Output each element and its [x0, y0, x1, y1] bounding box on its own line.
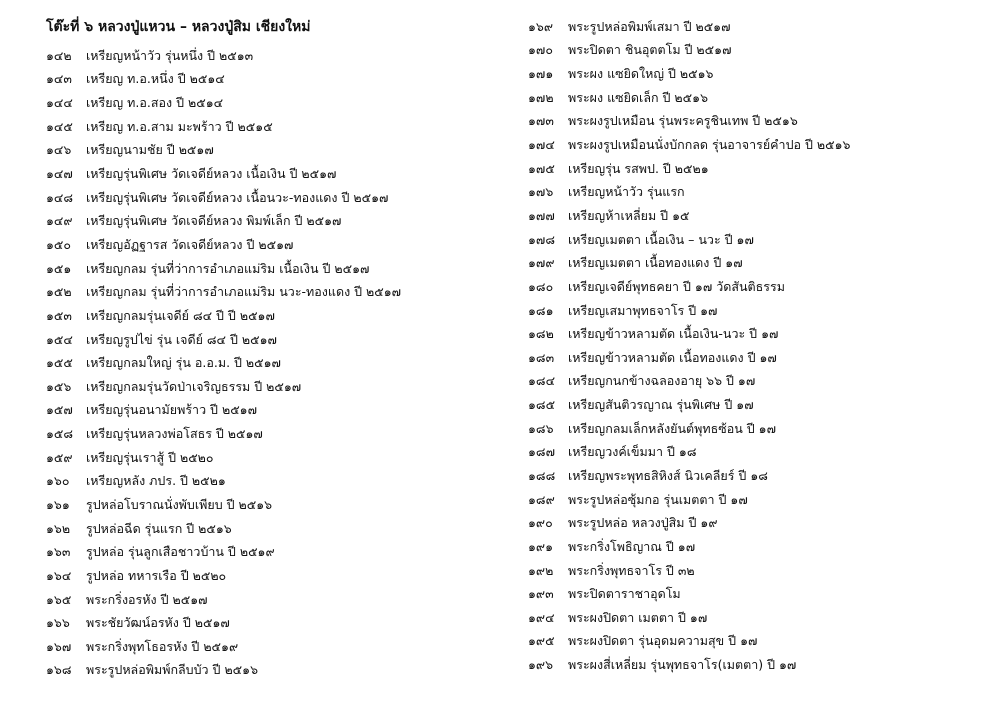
item-description: เหรียญข้าวหลามตัด เนื้อเงิน-นวะ ปี ๑๗	[568, 326, 779, 342]
item-number: ๑๔๓	[46, 71, 72, 87]
item-description: เหรียญหน้าวัว รุ่นหนึ่ง ปี ๒๕๑๓	[86, 47, 254, 63]
item-description: เหรียญหน้าวัว รุ่นแรก	[568, 184, 685, 200]
item-number: ๑๘๕	[528, 397, 556, 413]
list-item	[46, 351, 496, 375]
list-item	[528, 322, 988, 346]
item-description: เหรียญกลม รุ่นที่ว่าการอำเภอแม่ริม เนื้อเงิน ปี ๒๕๑๗	[86, 260, 370, 276]
item-description: พระผงรูปเหมือน รุ่นพระครูชินเทพ ปี ๒๕๑๖	[568, 113, 798, 129]
list-item	[46, 328, 496, 352]
item-number: ๑๗๓	[528, 113, 554, 129]
list-item	[528, 204, 988, 228]
item-number: ๑๗๙	[528, 255, 555, 271]
list-item	[528, 110, 988, 134]
item-description: เหรียญเจดีย์พุทธคยา ปี ๑๗ วัดสันติธรรม	[568, 278, 785, 294]
item-description: เหรียญรุ่นหลวงพ่อโสธร ปี ๒๕๑๗	[86, 426, 263, 442]
item-description: พระผง แซยิดใหญ่ ปี ๒๕๑๖	[568, 66, 714, 82]
list-item	[46, 139, 496, 163]
item-description: พระกริ่งพุทธจาโร ปี ๓๒	[568, 562, 695, 578]
item-number: ๑๖๑	[46, 496, 70, 512]
list-item	[46, 44, 496, 68]
item-description: เหรียญกลมรุ่นเจดีย์ ๘๔ ปี ปี ๒๕๑๗	[86, 307, 275, 323]
item-number: ๑๗๘	[528, 231, 555, 247]
item-description: เหรียญวงค์เข็มมา ปี ๑๘	[568, 444, 697, 460]
list-item	[46, 564, 496, 588]
item-description: เหรียญข้าวหลามตัด เนื้อทองแดง ปี ๑๗	[568, 349, 777, 365]
item-number: ๑๙๓	[528, 586, 554, 602]
item-number: ๑๘๒	[528, 326, 554, 342]
item-number: ๑๕๘	[46, 426, 74, 442]
item-description: เหรียญกลมรุ่นวัดป่าเจริญธรรม ปี ๒๕๑๗	[86, 378, 302, 394]
item-description: เหรียญห้าเหลี่ยม ปี ๑๕	[568, 207, 690, 223]
item-number: ๑๘๗	[528, 444, 555, 460]
item-number: ๑๕๙	[46, 449, 73, 465]
right-item-list	[528, 15, 988, 677]
item-number: ๑๔๖	[46, 142, 72, 158]
item-description: พระรูปหล่อ หลวงปู่สิม ปี ๑๙	[568, 515, 718, 531]
item-number: ๑๖๖	[46, 615, 70, 631]
item-description: เหรียญรุ่น รสพป. ปี ๒๕๒๑	[568, 160, 709, 176]
item-number: ๑๘๓	[528, 349, 555, 365]
item-number: ๑๕๖	[46, 378, 72, 394]
item-description: เหรียญ ท.อ.หนึ่ง ปี ๒๕๑๔	[86, 71, 225, 87]
item-description: พระรูปหล่อพิมพ์เสมา ปี ๒๕๑๗	[568, 18, 731, 34]
item-number: ๑๔๒	[46, 47, 72, 63]
list-item	[528, 559, 988, 583]
list-item	[528, 180, 988, 204]
item-description: เหรียญอัฏฐารส วัดเจดีย์หลวง ปี ๒๕๑๗	[86, 236, 294, 252]
list-item	[528, 133, 988, 157]
item-number: ๑๗๔	[528, 137, 555, 153]
list-item	[528, 157, 988, 181]
list-item	[528, 62, 988, 86]
item-description: เหรียญรุ่นพิเศษ วัดเจดีย์หลวง เนื้อเงิน ปี ๒๕๑๗	[86, 166, 337, 182]
item-number: ๑๖๗	[46, 638, 72, 654]
list-item	[528, 653, 988, 677]
item-description: เหรียญสันติวรญาณ รุ่นพิเศษ ปี ๑๗	[568, 397, 754, 413]
item-description: พระผงสี่เหลี่ยม รุ่นพุทธจาโร(เมตตา) ปี ๑๗	[568, 657, 797, 673]
list-item	[46, 68, 496, 92]
item-number: ๑๕๗	[46, 402, 73, 418]
item-number: ๑๔๘	[46, 189, 74, 205]
list-item	[528, 464, 988, 488]
item-number: ๑๗๕	[528, 160, 555, 176]
item-number: ๑๖๕	[46, 591, 72, 607]
list-item	[46, 304, 496, 328]
list-item	[46, 422, 496, 446]
item-number: ๑๕๐	[46, 236, 72, 252]
list-item	[46, 588, 496, 612]
item-number: ๑๕๓	[46, 307, 72, 323]
list-item	[46, 162, 496, 186]
item-number: ๑๕๑	[46, 260, 72, 276]
list-item	[528, 86, 988, 110]
item-number: ๑๘๖	[528, 420, 554, 436]
item-number: ๑๙๒	[528, 562, 554, 578]
item-description: เหรียญเมตตา เนื้อทองแดง ปี ๑๗	[568, 255, 743, 271]
item-number: ๑๗๒	[528, 89, 554, 105]
item-number: ๑๕๕	[46, 355, 73, 371]
item-description: พระชัยวัฒน์อรหัง ปี ๒๕๑๗	[86, 615, 230, 631]
list-item	[528, 346, 988, 370]
item-description: รูปหล่อฉีด รุ่นแรก ปี ๒๕๑๖	[86, 520, 232, 536]
list-item	[528, 39, 988, 63]
item-number: ๑๖๔	[46, 567, 72, 583]
list-item	[528, 606, 988, 630]
item-description: พระกริ่งพุทโธอรหัง ปี ๒๕๑๙	[86, 638, 239, 654]
item-number: ๑๗๑	[528, 66, 554, 82]
list-item	[528, 370, 988, 394]
item-description: เหรียญกลมเล็กหลังยันต์พุทธซ้อน ปี ๑๗	[568, 420, 777, 436]
list-item	[46, 115, 496, 139]
list-item	[46, 280, 496, 304]
item-number: ๑๔๕	[46, 118, 73, 134]
item-number: ๑๖๐	[46, 473, 70, 489]
item-description: เหรียญเสมาพุทธจาโร ปี ๑๗	[568, 302, 718, 318]
list-item	[528, 630, 988, 654]
list-item	[46, 517, 496, 541]
item-number: ๑๕๔	[46, 331, 73, 347]
item-number: ๑๔๗	[46, 166, 73, 182]
item-description: เหรียญรุ่นพิเศษ วัดเจดีย์หลวง พิมพ์เล็ก ปี ๒๕๑๗	[86, 213, 342, 229]
item-description: เหรียญหลัง ภปร. ปี ๒๕๒๑	[86, 473, 226, 489]
item-description: เหรียญ ท.อ.สาม มะพร้าว ปี ๒๕๑๕	[86, 118, 273, 134]
item-number: ๑๙๕	[528, 633, 555, 649]
item-description: พระรูปหล่อพิมพ์กลีบบัว ปี ๒๕๑๖	[86, 662, 259, 678]
item-description: รูปหล่อ ทหารเรือ ปี ๒๕๒๐	[86, 567, 227, 583]
item-description: พระรูปหล่อซุ้มกอ รุ่นเมตตา ปี ๑๗	[568, 491, 748, 507]
list-item	[528, 417, 988, 441]
list-item	[46, 257, 496, 281]
item-number: ๑๙๐	[528, 515, 553, 531]
item-description: เหรียญกนกข้างฉลองอายุ ๖๖ ปี ๑๗	[568, 373, 756, 389]
item-number: ๑๙๖	[528, 657, 554, 673]
item-number: ๑๖๒	[46, 520, 71, 536]
item-number: ๑๖๓	[46, 544, 71, 560]
item-description: พระกริ่งโพธิญาณ ปี ๑๗	[568, 538, 696, 554]
list-item	[46, 375, 496, 399]
list-item	[528, 488, 988, 512]
item-description: เหรียญ ท.อ.สอง ปี ๒๕๑๔	[86, 95, 224, 111]
list-item	[46, 233, 496, 257]
list-item	[528, 228, 988, 252]
item-description: เหรียญรุ่นเราสู้ ปี ๒๕๒๐	[86, 449, 214, 465]
item-number: ๑๘๔	[528, 373, 556, 389]
page-title: โต๊ะที่ ๖ หลวงปู่แหวน – หลวงปู่สิม เชียงใหม่	[46, 19, 311, 35]
item-number: ๑๙๑	[528, 538, 554, 554]
item-description: พระปิดตาราชาอุดโม	[568, 586, 681, 602]
list-item	[528, 511, 988, 535]
item-description: เหรียญกลมใหญ่ รุ่น อ.อ.ม. ปี ๒๕๑๗	[86, 355, 281, 371]
item-number: ๑๘๐	[528, 278, 554, 294]
item-number: ๑๗๗	[528, 207, 555, 223]
item-number: ๑๗๐	[528, 42, 553, 58]
list-item	[528, 393, 988, 417]
item-number: ๑๕๒	[46, 284, 72, 300]
list-item	[46, 611, 496, 635]
item-number: ๑๘๙	[528, 491, 555, 507]
item-description: พระผงปิดตา เมตตา ปี ๑๗	[568, 609, 708, 625]
list-item	[528, 535, 988, 559]
item-description: เหรียญพระพุทธสิหิงส์ นิวเคลียร์ ปี ๑๘	[568, 467, 768, 483]
item-number: ๑๗๖	[528, 184, 554, 200]
list-item	[528, 299, 988, 323]
item-description: เหรียญเมตตา เนื้อเงิน – นวะ ปี ๑๗	[568, 231, 754, 247]
list-item	[46, 493, 496, 517]
item-number: ๑๔๙	[46, 213, 73, 229]
item-description: รูปหล่อโบราณนั่งพับเพียบ ปี ๒๕๑๖	[86, 496, 273, 512]
item-number: ๑๖๙	[528, 18, 554, 34]
item-description: พระผงรูปเหมือนนั่งบักกลด รุ่นอาจารย์คำปอ ปี ๒๕๑๖	[568, 137, 851, 153]
list-item	[528, 251, 988, 275]
item-number: ๑๘๘	[528, 467, 556, 483]
item-description: เหรียญกลม รุ่นที่ว่าการอำเภอแม่ริม นวะ-ทองแดง ปี ๒๕๑๗	[86, 284, 402, 300]
item-description: พระปิดตา ชินอุตตโม ปี ๒๕๑๗	[568, 42, 732, 58]
list-item	[46, 540, 496, 564]
item-description: รูปหล่อ รุ่นลูกเสือชาวบ้าน ปี ๒๕๑๙	[86, 544, 275, 560]
item-number: ๑๖๘	[46, 662, 72, 678]
list-item	[46, 446, 496, 470]
item-description: พระกริ่งอรหัง ปี ๒๕๑๗	[86, 591, 208, 607]
left-item-list	[46, 44, 496, 682]
item-description: เหรียญรูปไข่ รุ่น เจดีย์ ๘๔ ปี ๒๕๑๗	[86, 331, 277, 347]
item-description: พระผงปิดตา รุ่นอุดมความสุข ปี ๑๗	[568, 633, 758, 649]
list-item	[528, 275, 988, 299]
item-description: พระผง แซยิดเล็ก ปี ๒๕๑๖	[568, 89, 709, 105]
list-item	[46, 91, 496, 115]
item-number: ๑๙๔	[528, 609, 555, 625]
list-item	[528, 15, 988, 39]
item-description: เหรียญนามชัย ปี ๒๕๑๗	[86, 142, 214, 158]
list-item	[528, 441, 988, 465]
item-description: เหรียญรุ่นอนามัยพร้าว ปี ๒๕๑๗	[86, 402, 258, 418]
item-description: เหรียญรุ่นพิเศษ วัดเจดีย์หลวง เนื้อนวะ-ทองแดง ปี ๒๕๑๗	[86, 189, 389, 205]
item-number: ๑๔๔	[46, 95, 73, 111]
list-item	[46, 399, 496, 423]
list-item	[528, 582, 988, 606]
list-item	[46, 209, 496, 233]
list-item	[46, 659, 496, 683]
list-item	[46, 635, 496, 659]
list-item	[46, 186, 496, 210]
item-number: ๑๘๑	[528, 302, 554, 318]
list-item	[46, 470, 496, 494]
